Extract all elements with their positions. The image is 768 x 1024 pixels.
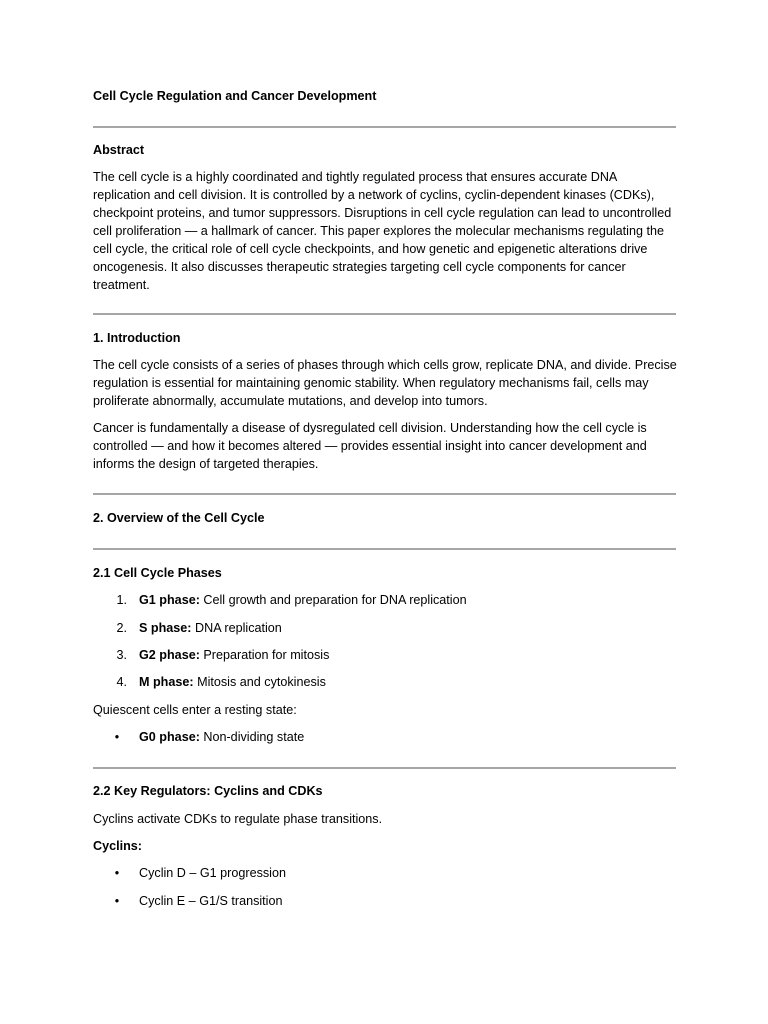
phase-term: G1 phase: (139, 593, 200, 607)
list-number: 1. (116, 593, 127, 607)
phases-heading: 2.1 Cell Cycle Phases (93, 566, 222, 580)
divider (93, 548, 676, 550)
quiescent-text: Quiescent cells enter a resting state: (93, 703, 297, 717)
list-number: 2. (116, 621, 127, 635)
document-title: Cell Cycle Regulation and Cancer Development (93, 89, 377, 103)
introduction-heading: 1. Introduction (93, 331, 181, 345)
bullet: • (114, 866, 120, 880)
divider (93, 126, 676, 128)
abstract-heading: Abstract (93, 143, 145, 157)
regulators-text: Cyclins activate CDKs to regulate phase transitions. (93, 812, 383, 826)
phase-description: Preparation for mitosis (199, 648, 330, 662)
cyclins-label: Cyclins: (93, 839, 142, 853)
phase-description: Mitosis and cytokinesis (193, 675, 326, 689)
phase-description: DNA replication (191, 621, 282, 635)
abstract-paragraph: The cell cycle is a highly coordinated and tightly regulated process that ensures accurate DNA replication and cell division. It is controlled by a network of cyclins, cyclin-dependent kinases (CDKs), checkpoint proteins, and tumor suppressors. Disruptions in cell cycle regulation can lead to uncontrolled cell proliferation — a hallmark of cancer. This paper explores the molecular mechanisms regulating the cell cycle, the critical role of cell cycle checkpoints, and how genetic and epigenetic alterations drive oncogenesis. It also discusses therapeutic strategies targeting cell cycle components for cancer treatment. (93, 170, 672, 292)
bullet: • (114, 730, 120, 744)
phase-term: G0 phase: (139, 730, 200, 744)
divider (93, 767, 676, 769)
phase-term: M phase: (139, 675, 194, 689)
phase-description: Non-dividing state (199, 730, 305, 744)
bullet: • (114, 894, 120, 908)
divider (93, 493, 676, 495)
list-number: 3. (116, 648, 127, 662)
divider (93, 313, 676, 315)
cyclin-text: Cyclin D – G1 progression (139, 866, 286, 880)
phase-term: S phase: (139, 621, 192, 635)
phase-term: G2 phase: (139, 648, 200, 662)
introduction-paragraph-1: The cell cycle consists of a series of phases through which cells grow, replicate DNA, and divide. Precise regulation is essential for maintaining genomic stability. When regulatory mechanisms fail, cells may proliferate abnormally, accumulate mutations, and develop into tumors. (93, 358, 677, 408)
introduction-paragraph-2: Cancer is fundamentally a disease of dysregulated cell division. Understanding how the cell cycle is controlled — and how it becomes altered — provides essential insight into cancer development and informs the design of targeted therapies. (93, 421, 647, 471)
cyclin-text: Cyclin E – G1/S transition (139, 894, 283, 908)
phase-description: Cell growth and preparation for DNA replication (199, 593, 467, 607)
list-number: 4. (116, 675, 127, 689)
regulators-heading: 2.2 Key Regulators: Cyclins and CDKs (93, 784, 323, 798)
overview-heading: 2. Overview of the Cell Cycle (93, 511, 265, 525)
